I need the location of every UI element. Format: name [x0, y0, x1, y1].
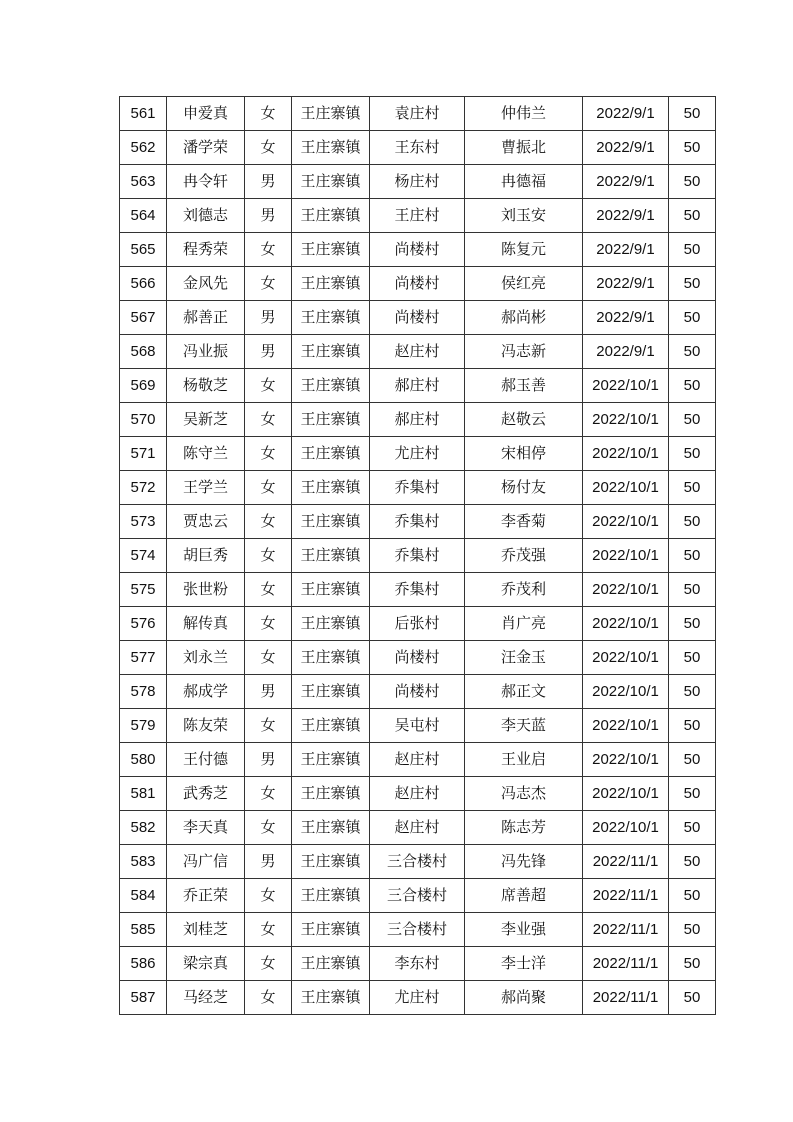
- village-cell: 尤庄村: [370, 981, 465, 1015]
- town-cell: 王庄寨镇: [292, 743, 370, 777]
- table-row: [120, 879, 716, 913]
- village-cell: 乔集村: [370, 505, 465, 539]
- contact-cell: 冯志新: [465, 335, 583, 369]
- row-number: 572: [120, 471, 167, 505]
- contact-cell: 冉德福: [465, 165, 583, 199]
- town-cell: 王庄寨镇: [292, 471, 370, 505]
- contact-cell: 李士洋: [465, 947, 583, 981]
- table-row: [120, 573, 716, 607]
- date-cell: 2022/11/1: [583, 947, 669, 981]
- table-row: [120, 845, 716, 879]
- contact-cell: 宋相停: [465, 437, 583, 471]
- contact-cell: 李天蓝: [465, 709, 583, 743]
- date-cell: 2022/10/1: [583, 437, 669, 471]
- table-row: [120, 335, 716, 369]
- amount-cell: 50: [669, 437, 716, 471]
- contact-cell: 赵敬云: [465, 403, 583, 437]
- village-cell: 李东村: [370, 947, 465, 981]
- amount-cell: 50: [669, 505, 716, 539]
- gender-cell: 男: [245, 675, 292, 709]
- town-cell: 王庄寨镇: [292, 675, 370, 709]
- town-cell: 王庄寨镇: [292, 165, 370, 199]
- town-cell: 王庄寨镇: [292, 879, 370, 913]
- village-cell: 王庄村: [370, 199, 465, 233]
- table-row: [120, 437, 716, 471]
- amount-cell: 50: [669, 947, 716, 981]
- date-cell: 2022/10/1: [583, 471, 669, 505]
- row-number: 575: [120, 573, 167, 607]
- gender-cell: 男: [245, 301, 292, 335]
- date-cell: 2022/11/1: [583, 845, 669, 879]
- town-cell: 王庄寨镇: [292, 301, 370, 335]
- amount-cell: 50: [669, 97, 716, 131]
- date-cell: 2022/10/1: [583, 777, 669, 811]
- village-cell: 吴屯村: [370, 709, 465, 743]
- town-cell: 王庄寨镇: [292, 981, 370, 1015]
- date-cell: 2022/10/1: [583, 811, 669, 845]
- table-row: [120, 913, 716, 947]
- row-number: 571: [120, 437, 167, 471]
- name-cell: 李天真: [167, 811, 245, 845]
- gender-cell: 男: [245, 743, 292, 777]
- table-row: [120, 199, 716, 233]
- town-cell: 王庄寨镇: [292, 505, 370, 539]
- table-row: [120, 981, 716, 1015]
- contact-cell: 侯红亮: [465, 267, 583, 301]
- amount-cell: 50: [669, 471, 716, 505]
- gender-cell: 男: [245, 845, 292, 879]
- village-cell: 尚楼村: [370, 267, 465, 301]
- town-cell: 王庄寨镇: [292, 97, 370, 131]
- amount-cell: 50: [669, 607, 716, 641]
- row-number: 578: [120, 675, 167, 709]
- village-cell: 乔集村: [370, 471, 465, 505]
- town-cell: 王庄寨镇: [292, 947, 370, 981]
- table-row: [120, 233, 716, 267]
- row-number: 586: [120, 947, 167, 981]
- name-cell: 郝成学: [167, 675, 245, 709]
- village-cell: 尚楼村: [370, 233, 465, 267]
- row-number: 587: [120, 981, 167, 1015]
- gender-cell: 女: [245, 505, 292, 539]
- row-number: 570: [120, 403, 167, 437]
- name-cell: 胡巨秀: [167, 539, 245, 573]
- village-cell: 赵庄村: [370, 777, 465, 811]
- amount-cell: 50: [669, 335, 716, 369]
- village-cell: 乔集村: [370, 573, 465, 607]
- row-number: 579: [120, 709, 167, 743]
- village-cell: 赵庄村: [370, 811, 465, 845]
- gender-cell: 男: [245, 199, 292, 233]
- name-cell: 乔正荣: [167, 879, 245, 913]
- table-row: [120, 641, 716, 675]
- date-cell: 2022/10/1: [583, 403, 669, 437]
- village-cell: 赵庄村: [370, 335, 465, 369]
- amount-cell: 50: [669, 743, 716, 777]
- contact-cell: 曹振北: [465, 131, 583, 165]
- contact-cell: 席善超: [465, 879, 583, 913]
- town-cell: 王庄寨镇: [292, 539, 370, 573]
- name-cell: 申爱真: [167, 97, 245, 131]
- date-cell: 2022/10/1: [583, 505, 669, 539]
- gender-cell: 女: [245, 97, 292, 131]
- name-cell: 郝善正: [167, 301, 245, 335]
- date-cell: 2022/10/1: [583, 709, 669, 743]
- table-row: [120, 131, 716, 165]
- village-cell: 赵庄村: [370, 743, 465, 777]
- date-cell: 2022/10/1: [583, 539, 669, 573]
- town-cell: 王庄寨镇: [292, 267, 370, 301]
- date-cell: 2022/10/1: [583, 573, 669, 607]
- town-cell: 王庄寨镇: [292, 437, 370, 471]
- row-number: 561: [120, 97, 167, 131]
- town-cell: 王庄寨镇: [292, 845, 370, 879]
- table-row: [120, 947, 716, 981]
- village-cell: 乔集村: [370, 539, 465, 573]
- gender-cell: 女: [245, 879, 292, 913]
- town-cell: 王庄寨镇: [292, 199, 370, 233]
- village-cell: 郝庄村: [370, 403, 465, 437]
- table-row: [120, 811, 716, 845]
- amount-cell: 50: [669, 267, 716, 301]
- table-row: [120, 505, 716, 539]
- village-cell: 尚楼村: [370, 641, 465, 675]
- date-cell: 2022/11/1: [583, 981, 669, 1015]
- amount-cell: 50: [669, 301, 716, 335]
- date-cell: 2022/9/1: [583, 301, 669, 335]
- name-cell: 王学兰: [167, 471, 245, 505]
- gender-cell: 女: [245, 777, 292, 811]
- village-cell: 尤庄村: [370, 437, 465, 471]
- amount-cell: 50: [669, 777, 716, 811]
- gender-cell: 女: [245, 709, 292, 743]
- village-cell: 袁庄村: [370, 97, 465, 131]
- contact-cell: 陈复元: [465, 233, 583, 267]
- table-row: [120, 709, 716, 743]
- contact-cell: 陈志芳: [465, 811, 583, 845]
- amount-cell: 50: [669, 709, 716, 743]
- amount-cell: 50: [669, 369, 716, 403]
- date-cell: 2022/10/1: [583, 743, 669, 777]
- row-number: 567: [120, 301, 167, 335]
- row-number: 584: [120, 879, 167, 913]
- town-cell: 王庄寨镇: [292, 233, 370, 267]
- amount-cell: 50: [669, 675, 716, 709]
- row-number: 573: [120, 505, 167, 539]
- village-cell: 后张村: [370, 607, 465, 641]
- amount-cell: 50: [669, 573, 716, 607]
- gender-cell: 女: [245, 573, 292, 607]
- table-row: [120, 777, 716, 811]
- date-cell: 2022/10/1: [583, 675, 669, 709]
- date-cell: 2022/11/1: [583, 913, 669, 947]
- name-cell: 解传真: [167, 607, 245, 641]
- row-number: 580: [120, 743, 167, 777]
- town-cell: 王庄寨镇: [292, 403, 370, 437]
- name-cell: 马经芝: [167, 981, 245, 1015]
- date-cell: 2022/9/1: [583, 267, 669, 301]
- gender-cell: 女: [245, 913, 292, 947]
- name-cell: 刘桂芝: [167, 913, 245, 947]
- contact-cell: 王业启: [465, 743, 583, 777]
- records-table-body: [120, 97, 716, 1015]
- gender-cell: 女: [245, 403, 292, 437]
- amount-cell: 50: [669, 845, 716, 879]
- gender-cell: 男: [245, 165, 292, 199]
- row-number: 564: [120, 199, 167, 233]
- contact-cell: 刘玉安: [465, 199, 583, 233]
- town-cell: 王庄寨镇: [292, 777, 370, 811]
- name-cell: 陈守兰: [167, 437, 245, 471]
- name-cell: 王付德: [167, 743, 245, 777]
- table-row: [120, 471, 716, 505]
- amount-cell: 50: [669, 913, 716, 947]
- village-cell: 王东村: [370, 131, 465, 165]
- date-cell: 2022/9/1: [583, 233, 669, 267]
- town-cell: 王庄寨镇: [292, 709, 370, 743]
- gender-cell: 女: [245, 437, 292, 471]
- amount-cell: 50: [669, 403, 716, 437]
- contact-cell: 汪金玉: [465, 641, 583, 675]
- table-row: [120, 267, 716, 301]
- amount-cell: 50: [669, 641, 716, 675]
- amount-cell: 50: [669, 981, 716, 1015]
- gender-cell: 女: [245, 539, 292, 573]
- date-cell: 2022/10/1: [583, 369, 669, 403]
- village-cell: 尚楼村: [370, 675, 465, 709]
- village-cell: 尚楼村: [370, 301, 465, 335]
- row-number: 582: [120, 811, 167, 845]
- amount-cell: 50: [669, 233, 716, 267]
- date-cell: 2022/9/1: [583, 199, 669, 233]
- contact-cell: 郝玉善: [465, 369, 583, 403]
- name-cell: 杨敬芝: [167, 369, 245, 403]
- town-cell: 王庄寨镇: [292, 369, 370, 403]
- amount-cell: 50: [669, 879, 716, 913]
- contact-cell: 李香菊: [465, 505, 583, 539]
- contact-cell: 乔茂强: [465, 539, 583, 573]
- date-cell: 2022/10/1: [583, 607, 669, 641]
- contact-cell: 郝尚彬: [465, 301, 583, 335]
- table-row: [120, 301, 716, 335]
- gender-cell: 男: [245, 335, 292, 369]
- row-number: 569: [120, 369, 167, 403]
- village-cell: 三合楼村: [370, 879, 465, 913]
- contact-cell: 肖广亮: [465, 607, 583, 641]
- row-number: 574: [120, 539, 167, 573]
- contact-cell: 冯志杰: [465, 777, 583, 811]
- name-cell: 陈友荣: [167, 709, 245, 743]
- name-cell: 金风先: [167, 267, 245, 301]
- name-cell: 冉令轩: [167, 165, 245, 199]
- name-cell: 冯业振: [167, 335, 245, 369]
- town-cell: 王庄寨镇: [292, 335, 370, 369]
- gender-cell: 女: [245, 811, 292, 845]
- amount-cell: 50: [669, 811, 716, 845]
- row-number: 566: [120, 267, 167, 301]
- gender-cell: 女: [245, 233, 292, 267]
- table-row: [120, 675, 716, 709]
- row-number: 576: [120, 607, 167, 641]
- name-cell: 梁宗真: [167, 947, 245, 981]
- gender-cell: 女: [245, 947, 292, 981]
- row-number: 563: [120, 165, 167, 199]
- date-cell: 2022/9/1: [583, 97, 669, 131]
- row-number: 585: [120, 913, 167, 947]
- contact-cell: 冯先锋: [465, 845, 583, 879]
- date-cell: 2022/10/1: [583, 641, 669, 675]
- contact-cell: 郝正文: [465, 675, 583, 709]
- village-cell: 三合楼村: [370, 845, 465, 879]
- row-number: 565: [120, 233, 167, 267]
- gender-cell: 女: [245, 369, 292, 403]
- amount-cell: 50: [669, 539, 716, 573]
- village-cell: 三合楼村: [370, 913, 465, 947]
- date-cell: 2022/9/1: [583, 165, 669, 199]
- date-cell: 2022/9/1: [583, 335, 669, 369]
- date-cell: 2022/11/1: [583, 879, 669, 913]
- name-cell: 刘德志: [167, 199, 245, 233]
- town-cell: 王庄寨镇: [292, 913, 370, 947]
- row-number: 581: [120, 777, 167, 811]
- town-cell: 王庄寨镇: [292, 573, 370, 607]
- row-number: 577: [120, 641, 167, 675]
- name-cell: 贾忠云: [167, 505, 245, 539]
- table-row: [120, 369, 716, 403]
- gender-cell: 女: [245, 471, 292, 505]
- row-number: 568: [120, 335, 167, 369]
- amount-cell: 50: [669, 199, 716, 233]
- gender-cell: 女: [245, 131, 292, 165]
- contact-cell: 杨付友: [465, 471, 583, 505]
- date-cell: 2022/9/1: [583, 131, 669, 165]
- contact-cell: 郝尚聚: [465, 981, 583, 1015]
- contact-cell: 李业强: [465, 913, 583, 947]
- town-cell: 王庄寨镇: [292, 607, 370, 641]
- table-row: [120, 743, 716, 777]
- table-row: [120, 403, 716, 437]
- name-cell: 冯广信: [167, 845, 245, 879]
- town-cell: 王庄寨镇: [292, 641, 370, 675]
- village-cell: 杨庄村: [370, 165, 465, 199]
- village-cell: 郝庄村: [370, 369, 465, 403]
- name-cell: 潘学荣: [167, 131, 245, 165]
- gender-cell: 女: [245, 981, 292, 1015]
- row-number: 562: [120, 131, 167, 165]
- table-row: [120, 607, 716, 641]
- name-cell: 刘永兰: [167, 641, 245, 675]
- town-cell: 王庄寨镇: [292, 131, 370, 165]
- name-cell: 吴新芝: [167, 403, 245, 437]
- table-row: [120, 165, 716, 199]
- town-cell: 王庄寨镇: [292, 811, 370, 845]
- name-cell: 张世粉: [167, 573, 245, 607]
- table-row: [120, 539, 716, 573]
- gender-cell: 女: [245, 267, 292, 301]
- name-cell: 武秀芝: [167, 777, 245, 811]
- gender-cell: 女: [245, 641, 292, 675]
- gender-cell: 女: [245, 607, 292, 641]
- amount-cell: 50: [669, 165, 716, 199]
- name-cell: 程秀荣: [167, 233, 245, 267]
- amount-cell: 50: [669, 131, 716, 165]
- contact-cell: 仲伟兰: [465, 97, 583, 131]
- table-row: [120, 97, 716, 131]
- records-table: [119, 96, 716, 1015]
- contact-cell: 乔茂利: [465, 573, 583, 607]
- row-number: 583: [120, 845, 167, 879]
